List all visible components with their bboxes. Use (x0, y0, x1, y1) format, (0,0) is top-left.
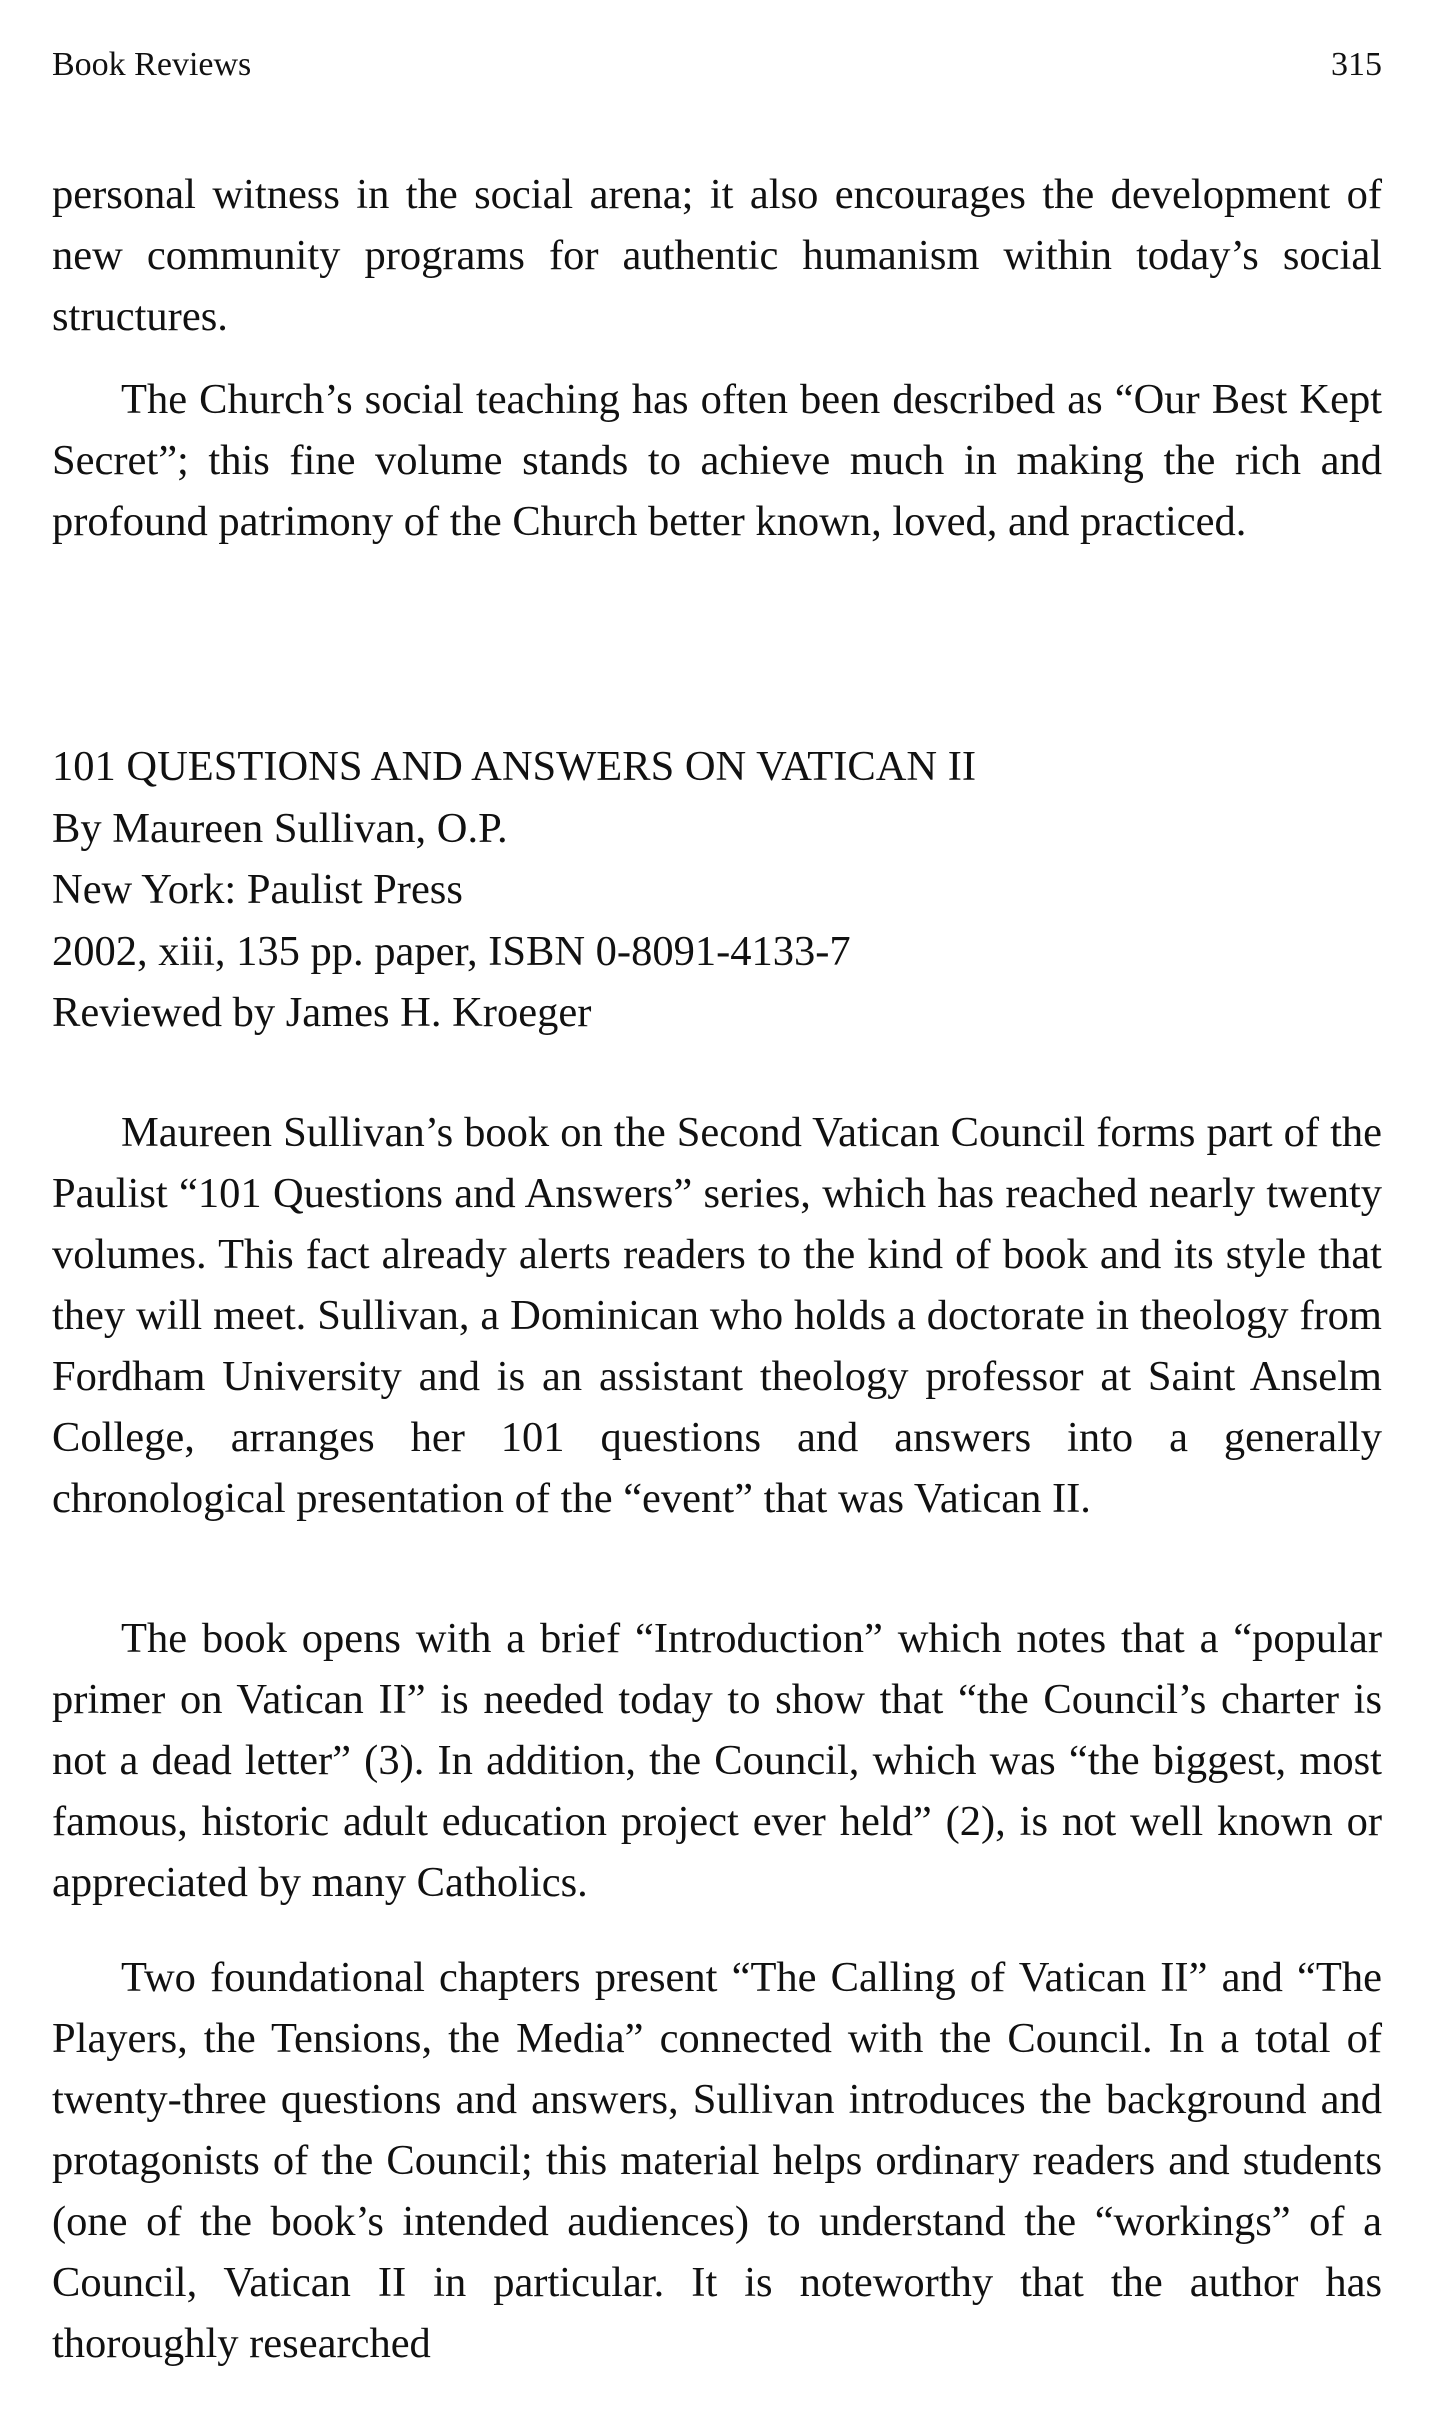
book-author: By Maureen Sullivan, O.P. (52, 804, 508, 852)
previous-review-final-paragraph: The Church’s social teaching has often been described as “Our Best Kept Secret”; this fine volume stands to achieve much in making the rich and profound patrimony of the Church better known, loved, and practiced. (52, 376, 1382, 545)
book-title: 101 QUESTIONS AND ANSWERS ON VATICAN II (52, 743, 977, 790)
page-number: 315 (1331, 46, 1382, 83)
previous-review-closing-paragraph: personal witness in the social arena; it also encourages the development of new community programs for authentic humanism within today’s social structures. (52, 171, 1382, 340)
book-reviewer: Reviewed by James H. Kroeger (52, 989, 592, 1036)
book-citation-block (52, 736, 1382, 1044)
book-details: 2002, xiii, 135 pp. paper, ISBN 0-8091-4133-7 (52, 927, 851, 975)
running-head-section: Book Reviews (52, 46, 252, 83)
review-paragraph: Maureen Sullivan’s book on the Second Vatican Council forms part of the Paulist “101 Questions and Answers” series, which has reached nearly twenty volumes. This fact already alerts readers to the kind of book and its style that they will meet. Sullivan, a Dominican who holds a doctorate in theology from Fordham University and is an assistant theology professor at Saint Anselm College, arranges her 101 questions and answers into a generally chronological presentation of the “event” that was Vatican II. (52, 1109, 1382, 1522)
book-publisher: New York: Paulist Press (52, 866, 463, 913)
review-paragraph: Two foundational chapters present “The Calling of Vatican II” and “The Players, the Tensions, the Media” connected with the Council. In a total of twenty-three questions and answers, Sullivan introduces the background and protagonists of the Council; this material helps ordinary readers and students (one of the book’s intended audiences) to understand the “workings” of a Council, Vatican II in particular. It is noteworthy that the author has thoroughly researched (52, 1954, 1382, 2367)
running-head (52, 40, 1382, 90)
review-paragraph: The book opens with a brief “Introduction” which notes that a “popular primer on Vatican II” is needed today to show that “the Council’s charter is not a dead letter” (3). In addition, the Council, which was “the biggest, most famous, historic adult education project ever held” (2), is not well known or appreciated by many Catholics. (52, 1615, 1382, 1906)
